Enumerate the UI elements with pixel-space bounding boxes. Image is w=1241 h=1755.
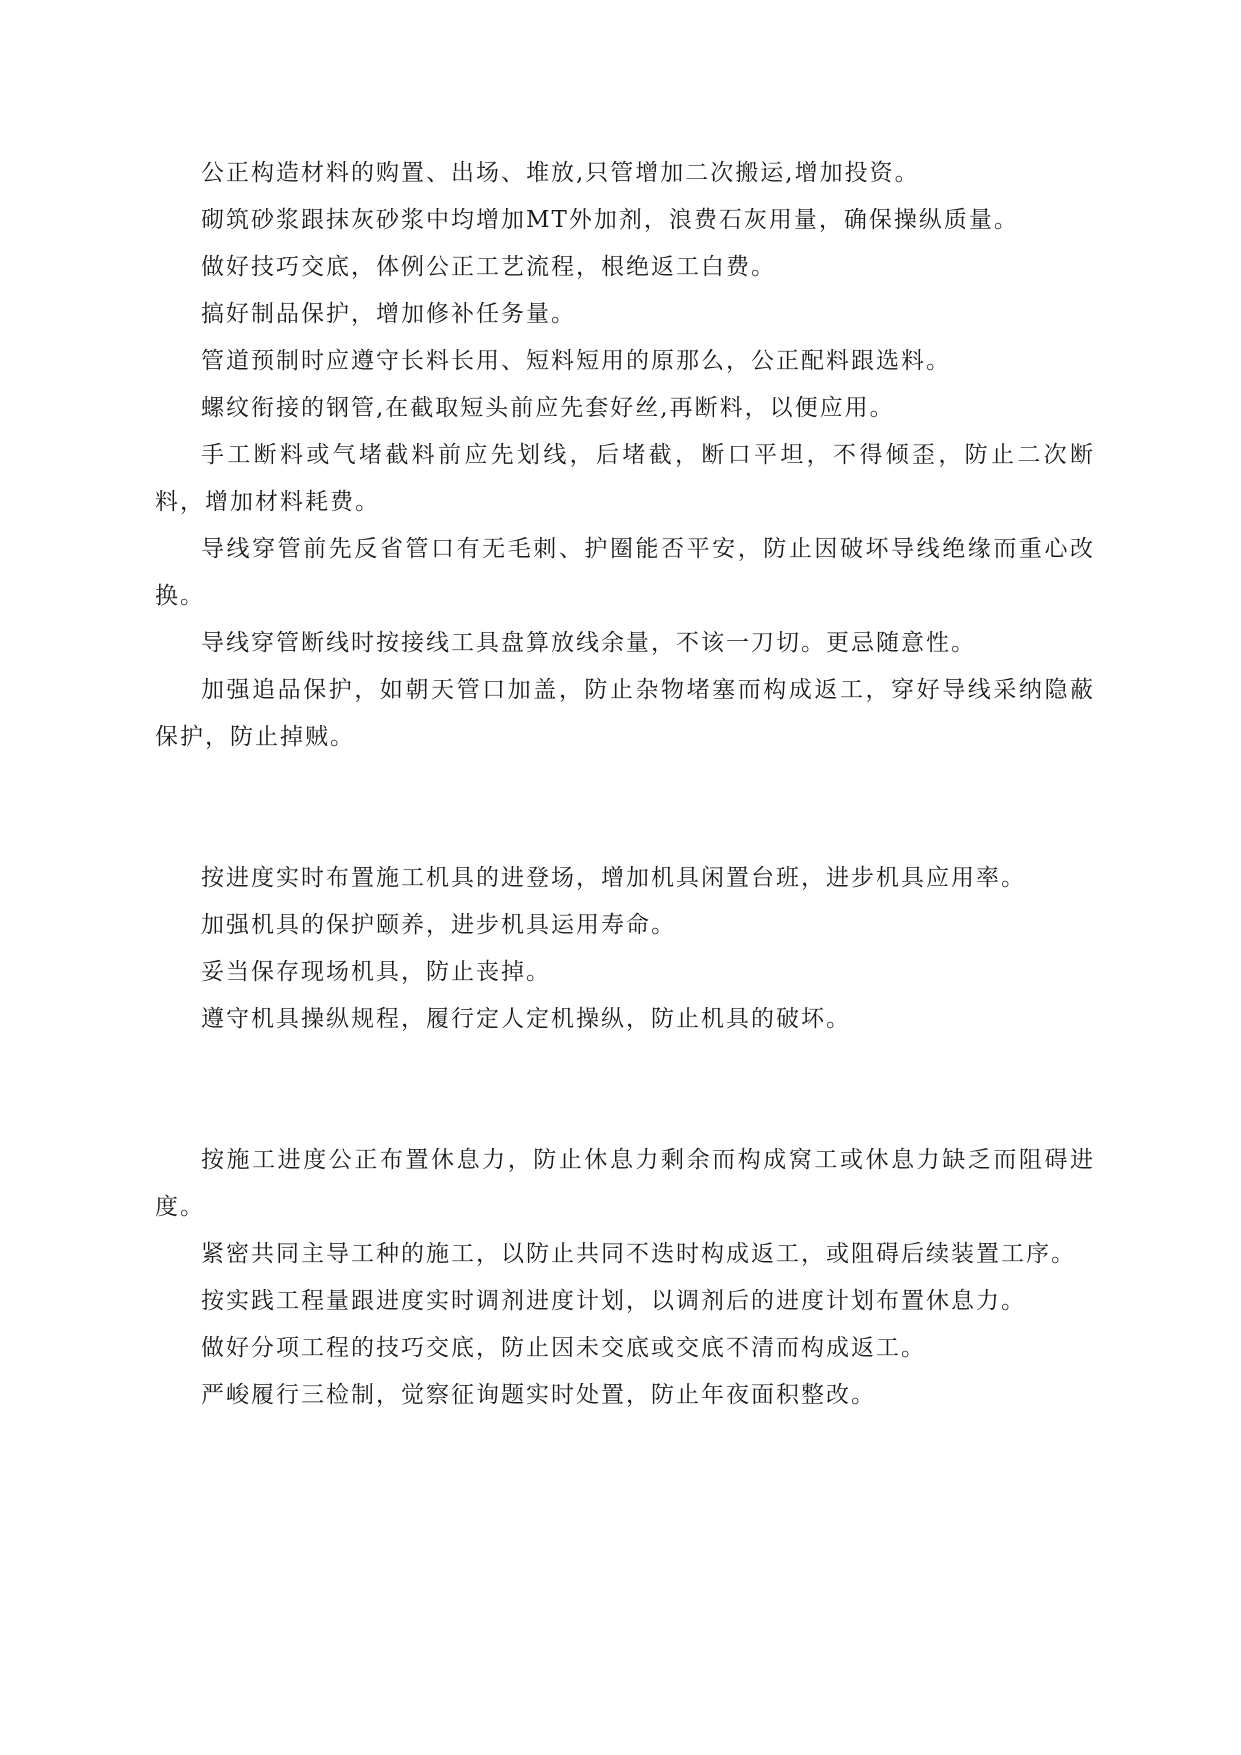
- paragraph: 按施工进度公正布置休息力，防止休息力剩余而构成窝工或休息力缺乏而阻碍进度。: [155, 1147, 1095, 1220]
- document-body: [155, 150, 1095, 1419]
- paragraph: 导线穿管前先反省管口有无毛刺、护圈能否平安，防止因破坏导线绝缘而重心改换。: [155, 536, 1095, 609]
- paragraph: 管道预制时应遵守长料长用、短料短用的原那么，公正配料跟选料。: [201, 348, 951, 374]
- paragraph: 加强机具的保护颐养，进步机具运用寿命。: [201, 912, 676, 938]
- paragraph: 砌筑砂浆跟抹灰砂浆中均增加MT外加剂，浪费石灰用量，确保操纵质量。: [201, 207, 1019, 233]
- paragraph: 按进度实时布置施工机具的进登场，增加机具闲置台班，进步机具应用率。: [201, 865, 1026, 891]
- section-labor: [155, 1137, 1095, 1419]
- paragraph: 导线穿管断线时按接线工具盘算放线余量，不该一刀切。更忌随意性。: [201, 630, 976, 656]
- paragraph: 遵守机具操纵规程，履行定人定机操纵，防止机具的破坏。: [201, 1006, 851, 1032]
- section-machinery: [155, 855, 1095, 1043]
- paragraph: 严峻履行三检制，觉察征询题实时处置，防止年夜面积整改。: [201, 1382, 876, 1408]
- paragraph: 紧密共同主导工种的施工，以防止共同不迭时构成返工，或阻碍后续装置工序。: [201, 1241, 1076, 1267]
- section-gap: [155, 1043, 1095, 1137]
- section-gap: [155, 761, 1095, 855]
- section-material-saving: [155, 150, 1095, 761]
- paragraph: 公正构造材料的购置、出场、堆放,只管增加二次搬运,增加投资。: [201, 160, 920, 186]
- paragraph: 做好技巧交底，体例公正工艺流程，根绝返工白费。: [201, 254, 776, 280]
- paragraph: 搞好制品保护，增加修补任务量。: [201, 301, 576, 327]
- paragraph: 妥当保存现场机具，防止丧掉。: [201, 959, 551, 985]
- paragraph: 做好分项工程的技巧交底，防止因未交底或交底不清而构成返工。: [201, 1335, 926, 1361]
- paragraph: 加强追品保护，如朝天管口加盖，防止杂物堵塞而构成返工，穿好导线采纳隐蔽保护，防止掉贼。: [155, 677, 1095, 750]
- paragraph: 按实践工程量跟进度实时调剂进度计划，以调剂后的进度计划布置休息力。: [201, 1288, 1026, 1314]
- paragraph: 手工断料或气堵截料前应先划线，后堵截，断口平坦，不得倾歪，防止二次断料，增加材料耗费。: [155, 442, 1095, 515]
- paragraph: 螺纹衔接的钢管,在截取短头前应先套好丝,再断料，以便应用。: [201, 395, 895, 421]
